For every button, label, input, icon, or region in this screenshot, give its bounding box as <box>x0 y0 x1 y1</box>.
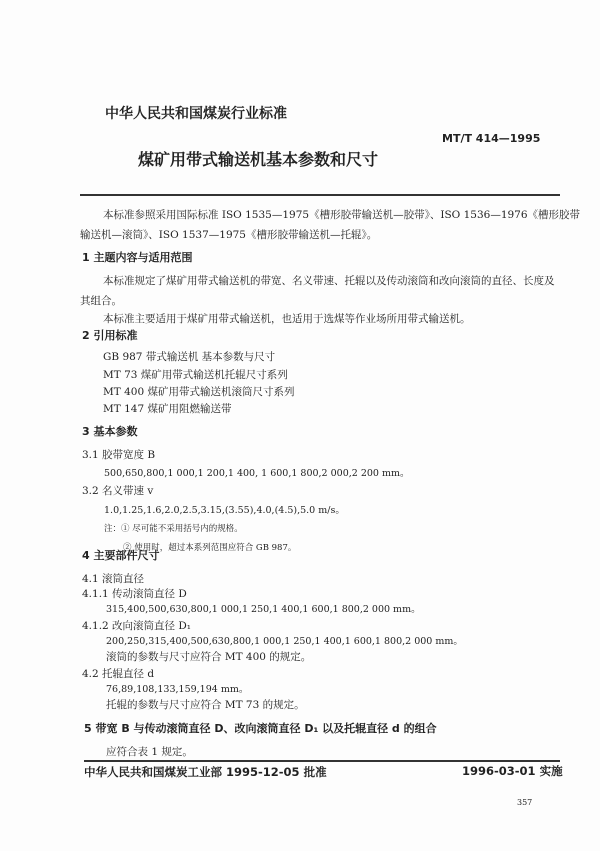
paragraph: 滚筒的参数与尺寸应符合 MT 400 的规定。 <box>106 651 312 663</box>
reference-item: MT 73 煤矿用带式输送机托辊尺寸系列 <box>103 369 288 381</box>
value-list: 76,89,108,133,159,194 mm。 <box>106 684 249 695</box>
paragraph: 本标准主要适用于煤矿用带式输送机，也适用于选煤等作业场所用带式输送机。 <box>103 313 471 325</box>
subsection-heading: 4.1 滚筒直径 <box>82 573 145 585</box>
reference-item: MT 147 煤矿用阻燃输送带 <box>103 403 232 415</box>
note: 注：① 尽可能不采用括号内的规格。 <box>104 524 243 534</box>
value-list: 500,650,800,1 000,1 200,1 400, 1 600,1 800,2 000,2 200 mm。 <box>104 468 410 479</box>
page-number: 357 <box>517 798 533 807</box>
document-title: 煤矿用带式输送机基本参数和尺寸 <box>138 150 379 169</box>
paragraph: 应符合表 1 规定。 <box>106 746 193 758</box>
effective-date: 1996-03-01 实施 <box>462 764 563 778</box>
intro-line: 输送机—滚筒》、ISO 1537—1975《槽形胶带输送机—托辊》。 <box>80 229 378 241</box>
subsection-heading: 3.2 名义带速 v <box>82 485 154 497</box>
subsection-heading: 4.1.2 改向滚筒直径 D₁ <box>82 620 192 632</box>
value-list: 1.0,1.25,1.6,2.0,2.5,3.15,(3.55),4.0,(4.5),5.0 m/s。 <box>104 505 345 516</box>
value-list: 200,250,315,400,500,630,800,1 000,1 250,1 400,1 600,1 800,2 000 mm。 <box>106 636 463 647</box>
section-heading: 5 带宽 B 与传动滚筒直径 D、改向滚筒直径 D₁ 以及托辊直径 d 的组合 <box>84 722 437 735</box>
section-heading: 4 主要部件尺寸 <box>82 549 160 562</box>
note: ② 使用时，超过本系列范围应符合 GB 987。 <box>123 543 297 553</box>
paragraph: 其组合。 <box>80 295 122 307</box>
paragraph: 托辊的参数与尺寸应符合 MT 73 的规定。 <box>106 699 305 711</box>
intro-line: 本标准参照采用国际标准 ISO 1535—1975《槽形胶带输送机—胶带》、ISO 1536—1976《槽形胶带 <box>103 209 581 221</box>
paragraph: 本标准规定了煤矿用带式输送机的带宽、名义带速、托辊以及传动滚筒和改向滚筒的直径、长度及 <box>103 275 555 287</box>
subsection-heading: 4.1.1 传动滚筒直径 D <box>82 588 187 600</box>
approval-date: 中华人民共和国煤炭工业部 1995-12-05 批准 <box>84 765 327 779</box>
section-heading: 3 基本参数 <box>82 425 138 438</box>
subsection-heading: 4.2 托辊直径 d <box>82 668 155 680</box>
standard-code: MT/T 414—1995 <box>442 132 541 145</box>
reference-item: GB 987 带式输送机 基本参数与尺寸 <box>103 351 276 363</box>
subsection-heading: 3.1 胶带宽度 B <box>82 449 156 461</box>
footer-rule <box>84 760 560 762</box>
header-rule <box>80 194 560 196</box>
reference-item: MT 400 煤矿用带式输送机滚筒尺寸系列 <box>103 386 295 398</box>
section-heading: 1 主题内容与适用范围 <box>82 251 193 264</box>
value-list: 315,400,500,630,800,1 000,1 250,1 400,1 600,1 800,2 000 mm。 <box>106 604 421 615</box>
issuing-org: 中华人民共和国煤炭行业标准 <box>105 106 287 122</box>
section-heading: 2 引用标准 <box>82 329 138 342</box>
